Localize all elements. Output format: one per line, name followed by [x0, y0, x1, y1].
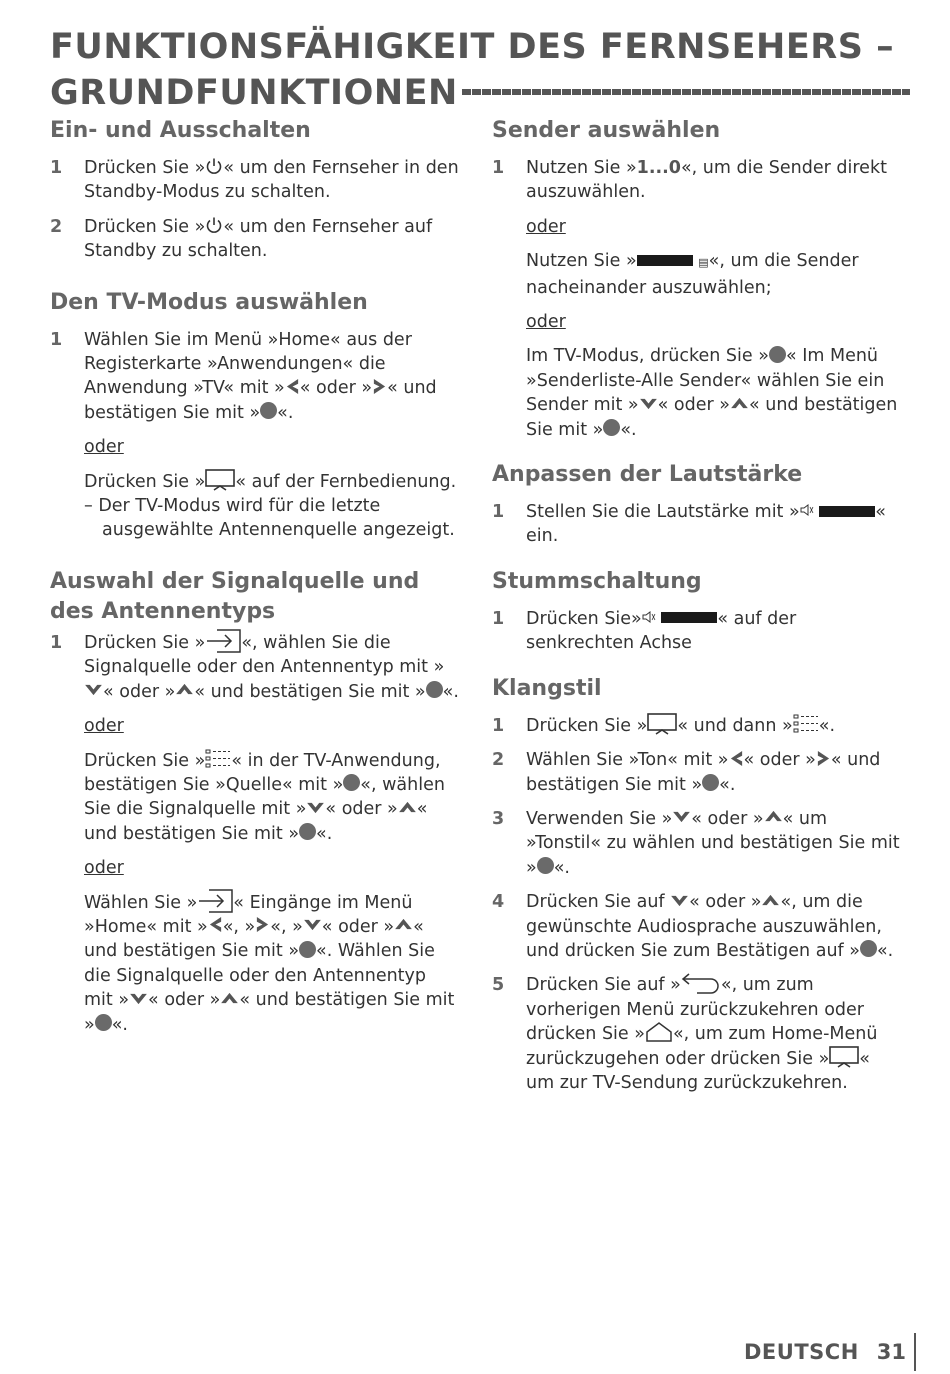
power-icon	[205, 216, 223, 234]
page-title	[50, 24, 910, 116]
up-icon	[220, 992, 239, 1005]
right-icon	[372, 378, 387, 395]
oder-label: oder	[526, 312, 566, 333]
step-text: « und bestätigen Sie mit »	[526, 750, 881, 795]
step-text: «.	[818, 715, 836, 736]
power-step-1	[50, 156, 460, 205]
ok-button-icon	[299, 823, 316, 840]
down-icon	[303, 918, 322, 931]
step-text: «.	[277, 402, 294, 423]
step-number: 1	[492, 502, 505, 523]
para-text: «, »	[270, 916, 303, 937]
para-text: «.	[316, 823, 333, 844]
para-text: « oder »	[321, 916, 395, 937]
para-text: « und bestätigen Sie mit »	[84, 916, 424, 962]
up-icon	[730, 397, 749, 410]
para-text: «, wählen Sie die Signalquelle mit »	[84, 774, 445, 820]
step-text: « oder »	[691, 808, 764, 829]
step-text: «.	[442, 681, 459, 702]
para-text: Drücken Sie »	[84, 471, 206, 492]
tv-mode-step-1	[50, 328, 460, 426]
up-icon	[398, 801, 417, 814]
options-icon	[793, 713, 819, 735]
section-title-mute: Stummschaltung	[492, 568, 702, 594]
ok-button-icon	[426, 681, 443, 698]
oder-label: oder	[84, 437, 124, 458]
left-icon	[285, 378, 300, 395]
ok-button-icon	[260, 402, 277, 419]
step-text: Wählen Sie »Ton« mit »	[526, 750, 729, 771]
para-text: «, um die Sender nacheinander auszuwählen;	[526, 251, 859, 298]
step-text: Verwenden Sie »	[526, 808, 673, 829]
step-text: « und bestätigen Sie mit »	[84, 378, 437, 423]
para-text: « Eingänge im Menü »Home« mit »	[84, 892, 413, 937]
page-footer	[744, 1333, 916, 1371]
title-line: Auswahl der Signalquelle und	[50, 568, 420, 594]
section-title-source	[50, 567, 460, 627]
left-column	[50, 116, 460, 1037]
step-text: Drücken Sie auf »	[526, 975, 681, 996]
para-text: Nutzen Sie »	[526, 251, 637, 272]
step-text: Wählen Sie im Menü »Home« aus der Registerkarte »Anwendungen« die Anwendung »TV« mit »	[84, 329, 412, 399]
left-icon	[729, 750, 744, 767]
down-icon	[129, 992, 148, 1005]
speaker-icon	[642, 611, 656, 623]
para-text: Drücken Sie »	[84, 750, 206, 771]
oder-label: oder	[526, 216, 566, 237]
page-number: 31	[877, 1333, 916, 1371]
step-text: « oder »	[299, 378, 373, 399]
tv-mode-alt	[50, 470, 460, 494]
para-text: «.	[111, 1014, 128, 1035]
para-text: « in der TV-Anwendung, bestätigen Sie »Quelle« mit »	[84, 750, 441, 795]
options-icon	[205, 748, 231, 770]
volume-step-1	[492, 500, 902, 549]
para-text: « oder »	[657, 395, 730, 416]
channel-alt-1	[492, 249, 902, 300]
step-text: « um den Fernseher in den Standby-Modus zu schalten.	[84, 158, 459, 203]
para-text: « Im Menü »Senderliste-Alle Sender« wählen Sie ein Sender mit »	[526, 346, 885, 416]
para-text: « und bestätigen Sie mit »	[526, 395, 898, 440]
step-text: «, wählen Sie die Signalquelle oder den Antennentyp mit »	[84, 632, 445, 678]
power-step-2	[50, 215, 460, 264]
channel-rocker-icon	[637, 255, 693, 266]
volume-rocker-icon	[661, 612, 717, 623]
right-icon	[255, 916, 270, 933]
tv-icon	[829, 1046, 859, 1068]
step-text: « um »Tonstil« zu wählen und bestätigen Sie mit »	[526, 808, 900, 878]
section-title-tv-mode: Den TV-Modus auswählen	[50, 289, 368, 315]
step-number: 2	[492, 750, 505, 771]
step-number: 5	[492, 975, 505, 996]
step-text: «.	[553, 857, 570, 878]
sound-step-4	[492, 890, 902, 963]
section-title-power: Ein- und Ausschalten	[50, 118, 311, 143]
para-text: Im TV-Modus, drücken Sie »	[526, 346, 769, 367]
oder-label: oder	[84, 858, 124, 879]
down-icon	[639, 397, 658, 410]
number-keys: 1...0	[636, 158, 681, 178]
ok-button-icon	[769, 346, 786, 363]
step-text: « um zur TV-Sendung zurückzukehren.	[526, 1048, 870, 1093]
step-text: « ein.	[526, 502, 886, 547]
source-step-1	[50, 631, 460, 704]
ok-button-icon	[343, 774, 360, 791]
ok-button-icon	[702, 774, 719, 791]
ok-button-icon	[95, 1014, 112, 1031]
step-text: « oder »	[743, 750, 816, 771]
step-text: Drücken Sie »	[84, 158, 206, 178]
step-text: Drücken Sie »	[526, 715, 648, 736]
title-line: des Antennentyps	[50, 598, 276, 624]
down-icon	[672, 810, 691, 823]
channel-list-icon: ▤	[698, 256, 709, 270]
step-number: 1	[50, 158, 63, 178]
step-text: «.	[876, 940, 894, 961]
step-text: «, um zum vorherigen Menü zurückzukehren oder drücken Sie »	[526, 975, 864, 1045]
step-text: « und bestätigen Sie mit »	[194, 681, 426, 702]
title-rule	[462, 89, 910, 95]
step-text: « oder »	[689, 892, 762, 913]
step-number: 1	[492, 715, 505, 736]
down-icon	[670, 894, 689, 907]
title-line-1: FUNKTIONSFÄHIGKEIT DES FERNSEHERS –	[50, 27, 895, 67]
home-icon	[645, 1022, 673, 1042]
section-title-volume: Anpassen der Lautstärke	[492, 462, 803, 488]
ok-button-icon	[537, 857, 554, 874]
up-icon	[761, 894, 780, 907]
step-text: Drücken Sie auf	[526, 892, 671, 913]
sound-step-3	[492, 807, 902, 880]
power-icon	[205, 157, 223, 175]
source-alt-2	[50, 891, 460, 1037]
step-number: 4	[492, 892, 505, 913]
step-text: « um den Fernseher auf Standby zu schalten.	[84, 216, 433, 262]
sound-step-1	[492, 714, 902, 738]
channel-step-1	[492, 156, 902, 205]
volume-rocker-icon	[819, 506, 875, 517]
section-title-sound-style: Klangstil	[492, 675, 602, 701]
step-text: Drücken Sie »	[84, 216, 206, 237]
mute-step-1	[492, 607, 902, 656]
tv-mode-note: – Der TV-Modus wird für die letzte ausgewählte Antennenquelle angezeigt.	[84, 496, 455, 541]
speaker-icon	[800, 504, 814, 516]
step-text: Drücken Sie »	[84, 632, 206, 653]
up-icon	[394, 918, 413, 931]
step-number: 3	[492, 808, 505, 829]
step-text: «, um zum Home-Menü zurückzugehen oder drücken Sie »	[526, 1024, 878, 1069]
para-text: « oder »	[148, 990, 221, 1011]
ok-button-icon	[603, 419, 620, 436]
left-icon	[208, 916, 223, 933]
footer-language: DEUTSCH	[744, 1340, 859, 1364]
back-icon	[681, 971, 721, 995]
para-text: « und bestätigen Sie mit »	[84, 799, 428, 844]
step-text: Nutzen Sie »	[526, 158, 637, 178]
up-icon	[764, 810, 783, 823]
step-text: Drücken Sie»	[526, 608, 642, 629]
step-number: 1	[50, 632, 63, 653]
ok-button-icon	[299, 941, 316, 958]
step-text: « und dann »	[677, 715, 793, 736]
step-number: 2	[50, 216, 63, 237]
step-number: 1	[492, 158, 505, 178]
down-icon	[84, 683, 103, 696]
sound-step-5	[492, 973, 902, 1095]
sound-step-2	[492, 748, 902, 797]
para-text: « oder »	[325, 799, 398, 820]
step-text: «, um die Sender direkt auszuwählen.	[526, 158, 887, 203]
up-icon	[175, 683, 194, 696]
oder-label: oder	[84, 716, 124, 737]
right-column	[492, 116, 902, 1095]
tv-icon	[205, 469, 235, 491]
source-alt-1	[50, 749, 460, 847]
channel-alt-2	[492, 344, 902, 442]
section-title-channels: Sender auswählen	[492, 118, 721, 143]
source-icon	[197, 889, 233, 913]
tv-icon	[647, 713, 677, 735]
right-icon	[816, 750, 831, 767]
step-text: « auf der senkrechten Achse	[526, 608, 797, 654]
para-text: « und bestätigen Sie mit »	[84, 990, 455, 1035]
source-icon	[205, 629, 241, 653]
para-text: «.	[620, 419, 637, 440]
para-text: «. Wählen Sie die Signalquelle oder den Antennentyp mit »	[84, 941, 435, 1011]
step-text: Stellen Sie die Lautstärke mit »	[526, 502, 800, 523]
title-line-2: GRUNDFUNKTIONEN	[50, 73, 458, 113]
step-text: «.	[719, 774, 736, 795]
down-icon	[306, 801, 325, 814]
step-text: « oder »	[103, 681, 176, 702]
para-text: Wählen Sie »	[84, 892, 198, 913]
ok-button-icon	[860, 940, 877, 957]
step-number: 1	[50, 329, 63, 350]
step-text: «, um die gewünschte Audiosprache auszuwählen, und drücken Sie zum Bestätigen auf »	[526, 892, 882, 961]
para-text: «, »	[222, 916, 256, 937]
para-text: « auf der Fernbedienung.	[235, 471, 457, 492]
step-number: 1	[492, 608, 505, 629]
